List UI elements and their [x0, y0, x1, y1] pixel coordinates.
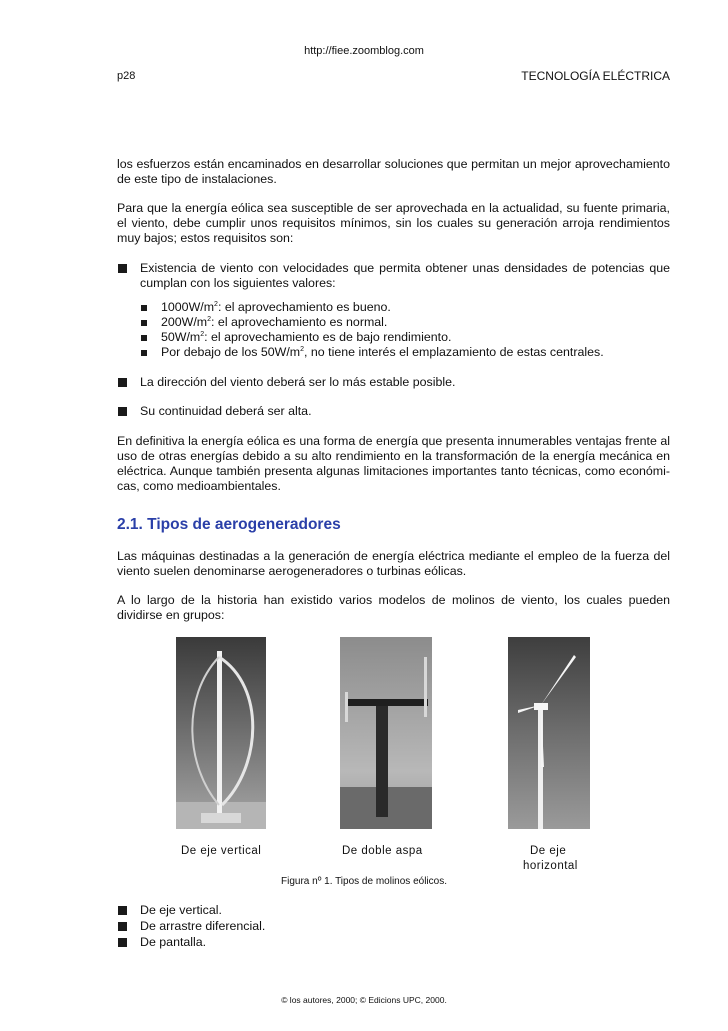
figure-caption-vertical: De eje vertical [181, 845, 262, 857]
bullet-icon [118, 938, 127, 947]
paragraph-3: En definitiva la energía eólica es una forma de energía que presenta innumerables ventajas frente al uso de otras energías debido a su alto rendimiento en la transformación de la energía mecánica en eléctrica. Aunque también presenta algunas limitaciones importantes tanto técnicas, como económi-cas, como medioambientales. [117, 434, 670, 493]
vertical-axis-turbine-drawing [176, 637, 266, 829]
sub-item-1: $1000W/m^2$: el aprovechamiento es bueno. [161, 300, 391, 314]
bullet-icon [118, 407, 127, 416]
header-url: http://fiee.zoomblog.com [304, 45, 424, 57]
horizontal-axis-turbine-drawing [508, 637, 590, 829]
sub-bullet-icon [141, 305, 147, 311]
requirement-item-3: Su continuidad deberá ser alta. [140, 404, 312, 418]
bullet-icon [118, 922, 127, 931]
type-item-1: De eje vertical. [140, 903, 222, 917]
requirement-item-1: Existencia de viento con velocidades que permita obtener unas densidades de potencias que cumplan con los siguientes valores: [140, 261, 670, 290]
paragraph-1: los esfuerzos están encaminados en desarrollar soluciones que permitan un mejor aprovechamiento de este tipo de instalaciones. [117, 157, 670, 186]
sub-item-2: $200W/m^2$: el aprovechamiento es normal. [161, 315, 388, 329]
sub-bullet-icon [141, 335, 147, 341]
type-item-3: De pantalla. [140, 935, 207, 949]
figure-caption-double-blade: De doble aspa [342, 845, 423, 857]
figure-caption-horizontal-line1: De eje [530, 845, 567, 857]
requirement-item-2: La dirección del viento deberá ser lo más estable posible. [140, 375, 456, 389]
paragraph-5: A lo largo de la historia han existido varios modelos de molinos de viento, los cuales pueden dividirse en grupos: [117, 593, 670, 622]
bullet-icon [118, 378, 127, 387]
sub-bullet-icon [141, 350, 147, 356]
paragraph-4: Las máquinas destinadas a la generación de energía eléctrica mediante el empleo de la fuerza del viento suelen denominarse aerogeneradores o turbinas eólicas. [117, 549, 670, 578]
bullet-icon [118, 264, 127, 273]
double-blade-turbine-drawing [340, 637, 432, 829]
figure-caption-horizontal-line2: horizontal [523, 860, 578, 872]
section-heading: 2.1. Tipos de aerogeneradores [117, 516, 341, 533]
figure-title: Figura nº 1. Tipos de molinos eólicos. [281, 876, 447, 887]
double-blade-turbine-image [340, 637, 432, 829]
sub-item-3: $50W/m^2$: el aprovechamiento es de bajo rendimiento. [161, 330, 452, 344]
vertical-axis-turbine-image [176, 637, 266, 829]
page-number: p28 [117, 70, 136, 82]
bullet-icon [118, 906, 127, 915]
type-item-2: De arrastre diferencial. [140, 919, 266, 933]
section-title: TECNOLOGÍA ELÉCTRICA [521, 69, 670, 83]
horizontal-axis-turbine-image [508, 637, 590, 829]
sub-item-4: Por debajo de los $50W/m^2$, no tiene interés el emplazamiento de estas centrales. [161, 345, 604, 359]
paragraph-2: Para que la energía eólica sea susceptible de ser aprovechada en la actualidad, su fuente primaria, el viento, debe cumplir unos requisitos mínimos, sin los cuales su generación arroja rendimientos muy bajos; estos requisitos son: [117, 201, 670, 245]
sub-bullet-icon [141, 320, 147, 326]
footer-copyright: © los autores, 2000; © Edicions UPC, 2000. [281, 995, 447, 1005]
